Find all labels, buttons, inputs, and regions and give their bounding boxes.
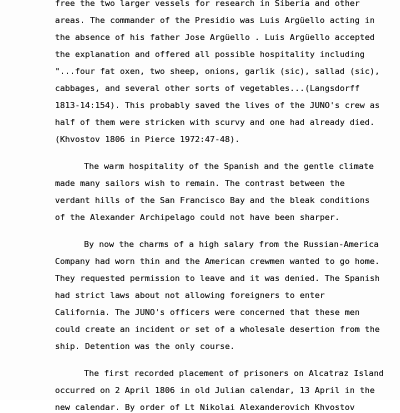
text-line: the explanation and offered all possible hospitality including [55, 49, 365, 59]
text-line: (Khvostov 1806 in Pierce 1972:47-48). [55, 134, 240, 144]
text-line: new calendar. By order of Lt Nikolai Alexanderovich Khvostov [55, 402, 355, 412]
text-line: the absence of his father Jose Argüello . Luis Argüello accepted [55, 32, 375, 42]
text-line: The warm hospitality of the Spanish and the gentle climate [84, 161, 374, 171]
text-line: verdant hills of the San Francisco Bay and the bleak conditions [55, 195, 370, 205]
text-line: occurred on 2 April 1806 in old Julian calendar, 13 April in the [55, 385, 375, 395]
text-line: By now the charms of a high salary from the Russian-America [84, 239, 379, 249]
text-line: of the Alexander Archipelago could not have been sharper. [55, 212, 340, 222]
text-line: areas. The commander of the Presidio was Luis Argüello acting in [55, 15, 375, 25]
text-line: "...four fat oxen, two sheep, onions, garlik (sic), sallad (sic), [55, 66, 380, 76]
text-line: The first recorded placement of prisoners on Alcatraz Island [84, 368, 384, 378]
text-line: made many sailors wish to remain. The contrast between the [55, 178, 345, 188]
text-line: free the two larger vessels for research in Siberia and other [55, 0, 360, 8]
text-line: California. The JUNO's officers were concerned that these men [55, 307, 360, 317]
text-line: cabbages, and several other sorts of vegetables...(Langsdorff [55, 83, 360, 93]
text-line: could create an incident or set of a wholesale desertion from the [55, 324, 380, 334]
text-line: half of them were stricken with scurvy and one had already died. [55, 117, 375, 127]
text-line: They requested permission to leave and it was denied. The Spanish [55, 273, 380, 283]
text-line: 1813-14:154). This probably saved the lives of the JUNO's crew as [55, 100, 380, 110]
text-line: ship. Detention was the only course. [55, 341, 235, 351]
text-line: had strict laws about not allowing foreigners to enter [55, 290, 325, 300]
text-line: Company had worn thin and the American crewmen wanted to go home. [55, 256, 380, 266]
